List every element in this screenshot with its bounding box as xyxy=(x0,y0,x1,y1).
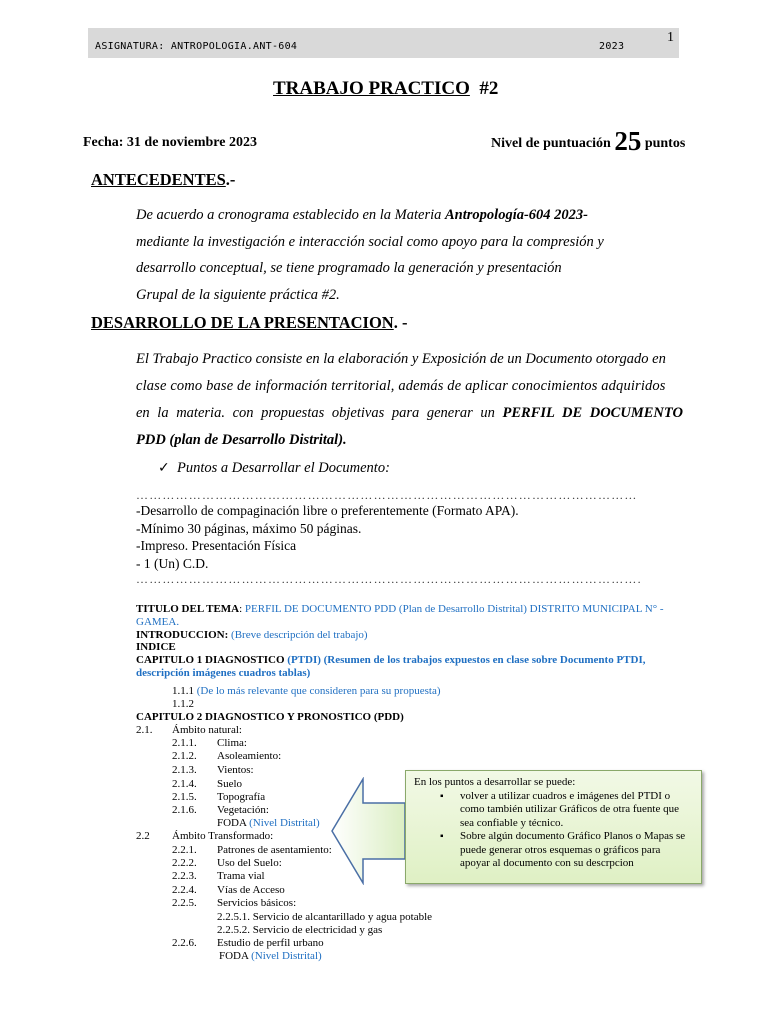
date-label: Fecha: 31 de noviembre 2023 xyxy=(83,135,257,150)
titulo-separator: : xyxy=(239,603,245,615)
indice-label: INDICE xyxy=(136,641,176,654)
title-number: #2 xyxy=(479,78,499,99)
item-text: Servicios básicos: xyxy=(217,897,297,909)
antecedentes-paragraph xyxy=(136,202,604,308)
outline-header xyxy=(136,603,684,680)
item-num: 2.2.3. xyxy=(172,870,197,882)
header-year: 2023 xyxy=(599,41,625,52)
intro-value: (Breve descripción del trabajo) xyxy=(228,628,368,641)
score-unit: puntos xyxy=(644,136,686,151)
item-text: Vegetación: xyxy=(217,804,269,816)
desarrollo-heading-text: DESARROLLO DE LA PRESENTACION xyxy=(91,313,394,332)
score-label: Nivel de puntuación xyxy=(491,136,611,151)
item-text: (De lo más relevante que consideren para su propuesta) xyxy=(194,685,441,697)
dotted-separator-bottom: ……………………………………………………………………………………………………. xyxy=(136,572,642,586)
antecedentes-line-2: mediante la investigación e interacción social como apoyo para la compresión y xyxy=(136,233,604,250)
desarrollo-line-2: clase como base de información territorial, además de aplicar conocimientos adquiridos xyxy=(136,378,666,394)
item-text: Uso del Suelo: xyxy=(217,857,282,869)
titulo-value-cont: GAMEA. xyxy=(136,615,180,628)
requirement-item: -Desarrollo de compaginación libre o preferentemente (Formato APA). xyxy=(136,503,519,518)
cap2-label: CAPITULO 2 DIAGNOSTICO Y PRONOSTICO (PDD) xyxy=(136,711,404,723)
foda-label: FODA xyxy=(219,950,249,962)
foda-level: (Nivel Distrital) xyxy=(248,950,322,962)
cap1-label: CAPITULO 1 DIAGNOSTICO xyxy=(136,654,288,667)
page-title xyxy=(273,78,498,100)
section-2-1-text: Ámbito natural: xyxy=(172,724,242,736)
foda-level: (Nivel Distrital) xyxy=(246,817,320,829)
item-num: 2.2.4. xyxy=(172,884,197,896)
cap1-description: (Resumen de los trabajos expuestos en clase sobre Documento PTDI, xyxy=(320,654,646,667)
item-num: 2.1.1. xyxy=(172,737,197,749)
item-1-1-2: 1.1.2 xyxy=(172,698,194,710)
requirement-item: - 1 (Un) C.D. xyxy=(136,555,209,571)
foda-natural xyxy=(217,817,320,829)
callout-bullet: ▪ volver a utilizar cuadros e imágenes del PTDI o como también utilizar Gráficos de otra fuente que sea confiable y técnico. xyxy=(460,790,693,831)
cap1-ptdi: (PTDI) xyxy=(287,654,321,667)
requirements-list xyxy=(136,502,519,572)
desarrollo-paragraph xyxy=(136,346,682,454)
antecedentes-heading-text: ANTECEDENTES xyxy=(91,170,226,189)
item-num: 2.2.2. xyxy=(172,857,197,869)
left-arrow-icon xyxy=(329,777,409,885)
item-text: Trama vial xyxy=(217,870,265,882)
page-number: 1 xyxy=(667,30,674,45)
foda-label: FODA xyxy=(217,817,247,829)
item-text: Topografía xyxy=(217,791,266,803)
section-2-2-text: Ámbito Transformado: xyxy=(172,830,274,842)
antecedentes-line-1-bold: Antropología-604 2023- xyxy=(445,207,589,223)
score-value: 25 xyxy=(614,126,642,156)
check-item-text: Puntos a Desarrollar el Documento: xyxy=(176,460,390,476)
intro-label: INTRODUCCION: xyxy=(136,628,229,641)
desarrollo-heading xyxy=(91,313,407,333)
item-text: Patrones de asentamiento: xyxy=(217,844,332,856)
callout-list xyxy=(414,790,693,871)
callout-note xyxy=(405,770,702,884)
subitem: 2.2.5.2. Servicio de electricidad y gas xyxy=(217,924,383,936)
item-num: 2.1.5. xyxy=(172,791,197,803)
item-text: Estudio de perfil urbano xyxy=(217,937,324,949)
section-2-2-num: 2.2 xyxy=(136,830,150,842)
item-text: Asoleamiento: xyxy=(217,750,282,762)
title-main: TRABAJO PRACTICO xyxy=(273,78,470,99)
desarrollo-heading-suffix: . - xyxy=(393,313,408,332)
titulo-label: TITULO DEL TEMA xyxy=(136,603,240,615)
item-text: Vientos: xyxy=(217,764,254,776)
header-course: ASIGNATURA: ANTROPOLOGIA.ANT-604 xyxy=(95,41,298,52)
dotted-separator-top: …………………………………………………………………………………………………… xyxy=(136,488,638,502)
callout-intro: En los puntos a desarrollar se puede: xyxy=(414,776,576,788)
item-num: 2.1.2. xyxy=(172,750,197,762)
section-2-1-num: 2.1. xyxy=(136,724,153,736)
item-num: 2.1.6. xyxy=(172,804,197,816)
antecedentes-line-3: desarrollo conceptual, se tiene programado la generación y presentación xyxy=(136,260,562,276)
item-text: Suelo xyxy=(217,778,243,790)
desarrollo-line-1: El Trabajo Practico consiste en la elaboración y Exposición de un Documento otorgado en xyxy=(136,351,666,367)
requirement-item: -Mínimo 30 páginas, máximo 50 páginas. xyxy=(136,520,362,536)
item-num: 2.1.3. xyxy=(172,764,197,776)
titulo-value: PERFIL DE DOCUMENTO PDD (Plan de Desarrollo Distrital) DISTRITO MUNICIPAL N° - xyxy=(244,603,664,615)
requirement-item: -Impreso. Presentación Física xyxy=(136,538,297,553)
checkmark-icon: ✓ xyxy=(158,460,170,476)
desarrollo-line-3: en la materia. con propuestas objetivas para generar un xyxy=(136,405,503,421)
item-text: Clima: xyxy=(217,737,247,749)
check-item xyxy=(158,455,390,482)
antecedentes-line-4: Grupal de la siguiente práctica #2. xyxy=(136,286,340,303)
subitem: 2.2.5.1. Servicio de alcantarillado y agua potable xyxy=(217,911,433,923)
item-num: 2.2.6. xyxy=(172,937,197,949)
antecedentes-heading-suffix: .- xyxy=(225,170,236,189)
antecedentes-line-1: De acuerdo a cronograma establecido en la Materia xyxy=(136,207,446,223)
score-line xyxy=(491,126,685,157)
item-1-1-1 xyxy=(172,685,441,697)
item-num: 2.1.4. xyxy=(172,778,197,790)
cap1-description-cont: descripción imágenes cuadros tablas) xyxy=(136,666,311,679)
antecedentes-heading xyxy=(91,170,235,190)
item-num: 1.1.1 xyxy=(172,685,194,697)
callout-bullet: ▪ Sobre algún documento Gráfico Planos o Mapas se puede generar otros esquemas o gráficos para apoyar al documento con su descrpcion xyxy=(460,830,693,871)
desarrollo-line-3-bold: PERFIL DE DOCUMENTO xyxy=(502,405,683,421)
desarrollo-line-4-bold: PDD (plan de Desarrollo Distrital). xyxy=(136,432,347,448)
foda-transformado xyxy=(219,950,322,962)
item-text: Vías de Acceso xyxy=(217,884,285,896)
item-num: 2.2.1. xyxy=(172,844,197,856)
item-num: 2.2.5. xyxy=(172,897,197,909)
